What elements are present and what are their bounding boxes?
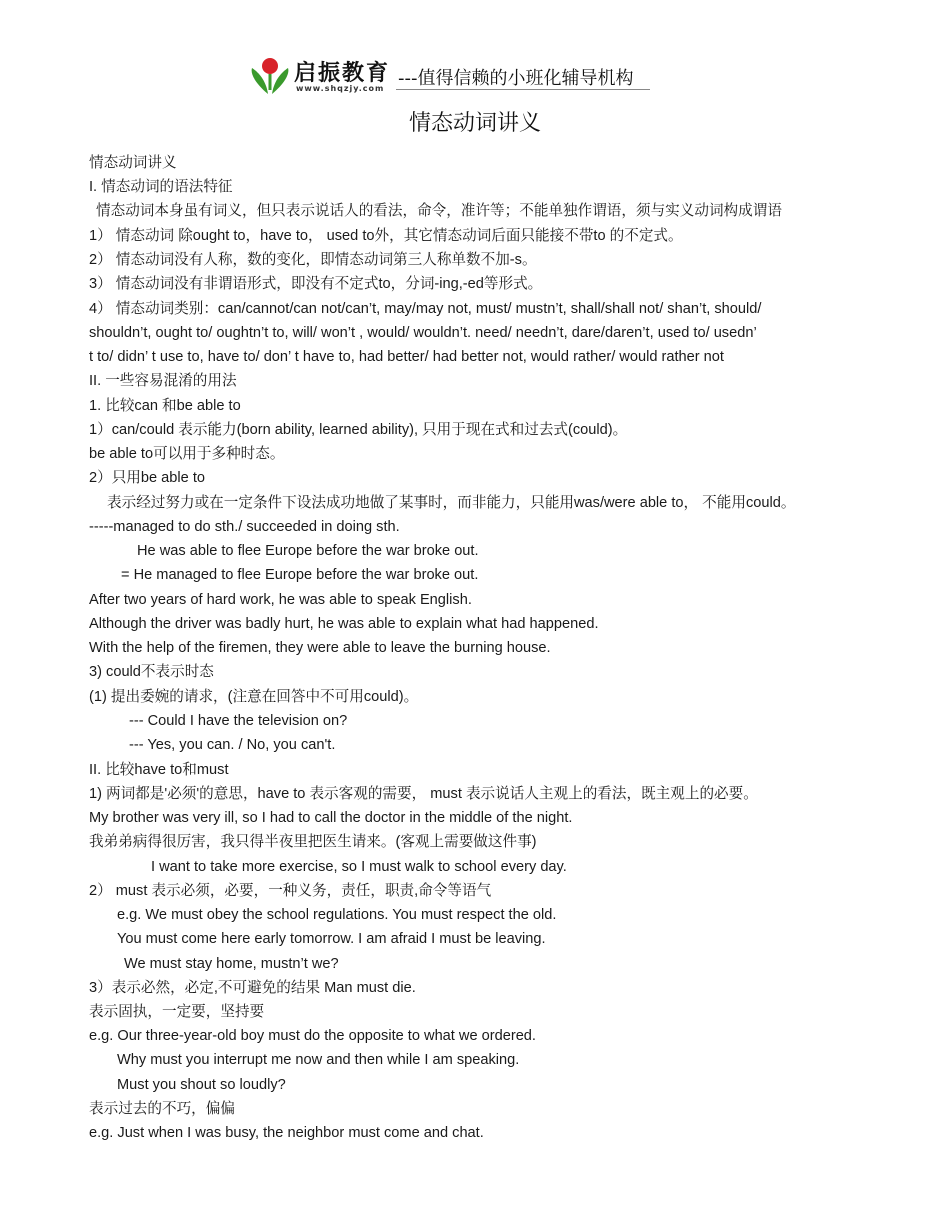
example-line: Why must you interrupt me now and then while I am speaking.: [117, 1052, 520, 1068]
example-line: I want to take more exercise, so I must walk to school every day.: [151, 859, 567, 875]
text-line: I. 情态动词的语法特征: [89, 179, 233, 195]
text-line: 1) 两词都是'必须'的意思，have to 表示客观的需要， must 表示说话人主观上的看法，既主观上的必要。: [89, 786, 758, 802]
example-line: e.g. We must obey the school regulations. You must respect the old.: [117, 907, 557, 923]
text-line: 3） 情态动词没有非谓语形式，即没有不定式to，分词-ing,-ed等形式。: [89, 276, 543, 292]
text-line: 4） 情态动词类别：can/cannot/can not/can’t, may/may not, must/ mustn’t, shall/shall not/ shan’t, should/: [89, 301, 762, 317]
text-line: be able to可以用于多种时态。: [89, 446, 285, 462]
text-line: 2） must 表示必须，必要，一种义务，责任，职责,命令等语气: [89, 883, 492, 899]
text-line: 2） 情态动词没有人称，数的变化，即情态动词第三人称单数不加-s。: [89, 252, 537, 268]
example-line: Although the driver was badly hurt, he was able to explain what had happened.: [89, 616, 599, 632]
section-heading: II. 比较have to和must: [89, 762, 229, 778]
header-banner: [248, 54, 652, 100]
brand-website: www.shqzjy.com: [296, 84, 385, 93]
text-line: 情态动词讲义: [89, 155, 177, 171]
example-line: e.g. Just when I was busy, the neighbor must come and chat.: [89, 1125, 484, 1141]
text-line: 1） 情态动词 除ought to，have to， used to外，其它情态动词后面只能接不带to 的不定式。: [89, 228, 683, 244]
text-line: -----managed to do sth./ succeeded in doing sth.: [89, 519, 400, 535]
example-line: You must come here early tomorrow. I am afraid I must be leaving.: [117, 931, 546, 947]
text-line: 3) could不表示时态: [89, 664, 214, 680]
text-line: (1) 提出委婉的请求，(注意在回答中不可用could)。: [89, 689, 419, 705]
example-line: Must you shout so loudly?: [117, 1077, 286, 1093]
example-line: After two years of hard work, he was able to speak English.: [89, 592, 472, 608]
brand-name: 启振教育: [294, 61, 391, 86]
example-line: My brother was very ill, so I had to call the doctor in the middle of the night.: [89, 810, 573, 826]
text-line: 我弟弟病得很厉害，我只得半夜里把医生请来。(客观上需要做这件事): [89, 834, 537, 850]
example-line: We must stay home, mustn’t we?: [124, 956, 339, 972]
text-line: 表示固执，一定要，坚持要: [89, 1004, 265, 1020]
text-line: 1）can/could 表示能力(born ability, learned ability), 只用于现在式和过去式(could)。: [89, 422, 628, 438]
section-heading: II. 一些容易混淆的用法: [89, 373, 237, 389]
text-line: 表示经过努力或在一定条件下设法成功地做了某事时，而非能力，只能用was/were able to， 不能用could。: [107, 495, 796, 511]
example-line: With the help of the firemen, they were able to leave the burning house.: [89, 640, 551, 656]
text-line: 情态动词本身虽有词义，但只表示说话人的看法，命令，准许等；不能单独作谓语，须与实义动词构成谓语: [96, 203, 782, 219]
text-line: 3）表示必然，必定,不可避免的结果 Man must die.: [89, 980, 416, 996]
example-line: --- Yes, you can. / No, you can't.: [129, 737, 336, 753]
text-line: 1. 比较can 和be able to: [89, 398, 241, 414]
example-line: e.g. Our three-year-old boy must do the opposite to what we ordered.: [89, 1028, 536, 1044]
example-line: --- Could I have the television on?: [129, 713, 348, 729]
example-line: = He managed to flee Europe before the war broke out.: [121, 567, 479, 583]
text-line: 表示过去的不巧，偏偏: [89, 1101, 235, 1117]
example-line: He was able to flee Europe before the war broke out.: [137, 543, 479, 559]
text-line: 2）只用be able to: [89, 470, 206, 486]
school-logo-icon: [248, 54, 292, 98]
document-title: 情态动词讲义: [408, 111, 541, 136]
header-underline: [396, 89, 650, 90]
text-line: t to/ didn’ t use to, have to/ don’ t have to, had better/ had better not, would rather/ would rather not: [89, 349, 724, 365]
text-line: shouldn’t, ought to/ oughtn’t to, will/ won’t , would/ wouldn’t. need/ needn’t, dare/daren’t, used to/ usedn’: [89, 325, 757, 341]
brand-slogan: ---值得信赖的小班化辅导机构: [398, 68, 634, 89]
